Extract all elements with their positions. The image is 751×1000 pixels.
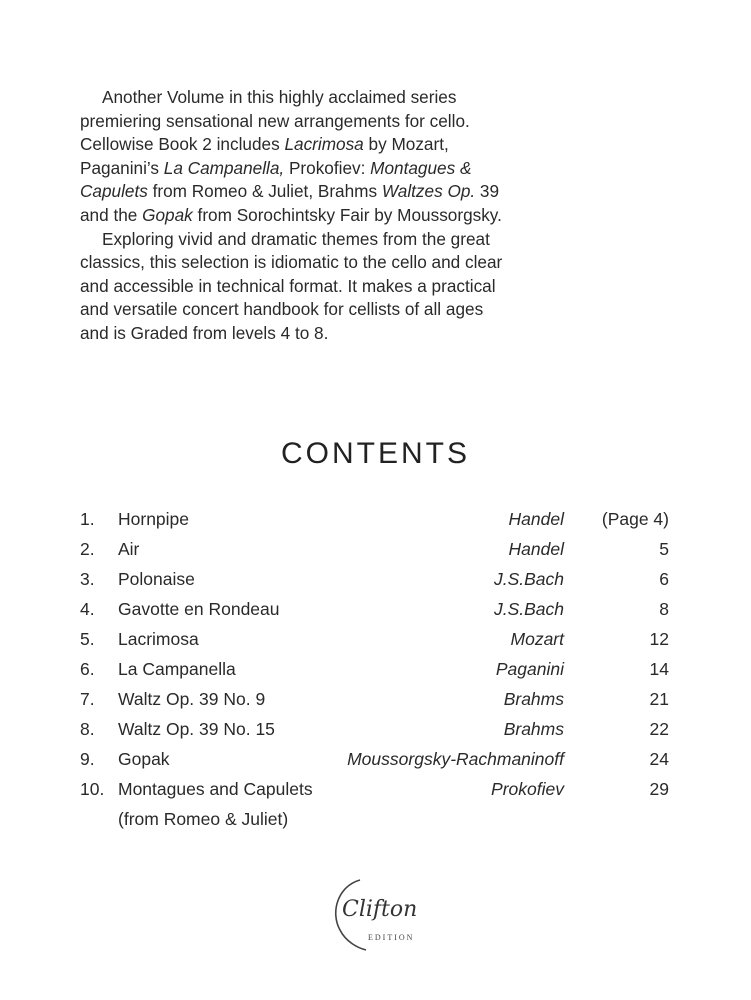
contents-row <box>0 539 751 569</box>
item-number: 5. <box>80 629 95 649</box>
composer: Brahms <box>503 719 564 739</box>
blurb-line <box>80 86 600 110</box>
piece-title: Montagues and Capulets <box>118 779 313 799</box>
blurb-line <box>80 251 600 275</box>
italic-title: Montagues & <box>370 157 472 178</box>
italic-title: Waltzes Op. <box>381 181 476 202</box>
svg-text:EDITION: EDITION <box>368 933 415 942</box>
piece-title: Air <box>118 539 140 559</box>
piece-title: Gavotte en Rondeau <box>118 599 280 619</box>
page-number: 22 <box>649 719 669 739</box>
italic-title: La Campanella, <box>163 157 285 178</box>
page-number: 6 <box>659 569 669 589</box>
text-segment: and versatile concert handbook for cellists of all ages <box>80 299 484 320</box>
text-segment: Prokofiev: <box>284 157 371 178</box>
text-segment: and accessible in technical format. It makes a practical <box>80 275 496 296</box>
text-segment: and is Graded from levels 4 to 8. <box>80 322 329 343</box>
page-number: 14 <box>649 659 669 679</box>
blurb-paragraph <box>80 86 600 346</box>
composer: J.S.Bach <box>493 569 564 589</box>
piece-title: Gopak <box>118 749 170 769</box>
italic-title: Lacrimosa <box>284 134 364 155</box>
blurb-line <box>80 275 600 299</box>
item-number: 2. <box>80 539 95 559</box>
piece-title: Waltz Op. 39 No. 15 <box>118 719 275 739</box>
text-segment: 39 <box>475 181 500 202</box>
text-segment: Paganini’s <box>80 157 164 178</box>
composer: Prokofiev <box>491 779 564 799</box>
blurb-line <box>80 322 600 346</box>
item-number: 8. <box>80 719 95 739</box>
page-number: (Page 4) <box>601 509 669 529</box>
contents-row <box>0 779 751 809</box>
text-segment: Cellowise Book 2 includes <box>80 134 285 155</box>
italic-title: Gopak <box>142 204 193 225</box>
text-segment: from Romeo & Juliet, Brahms <box>147 181 382 202</box>
contents-row <box>0 599 751 629</box>
blurb-line <box>80 228 600 252</box>
item-number: 3. <box>80 569 95 589</box>
composer: J.S.Bach <box>493 599 564 619</box>
contents-row <box>0 509 751 539</box>
text-segment: Another Volume in this highly acclaimed series <box>102 87 457 107</box>
contents-row <box>0 809 751 839</box>
piece-title: Waltz Op. 39 No. 9 <box>118 689 266 709</box>
composer: Handel <box>508 509 564 529</box>
contents-list <box>0 509 751 839</box>
item-number: 4. <box>80 599 95 619</box>
piece-title: La Campanella <box>118 659 236 679</box>
text-segment: by Mozart, <box>363 134 449 155</box>
text-segment: from Sorochintsky Fair by Moussorgsky. <box>192 204 502 225</box>
blurb-line <box>80 298 600 322</box>
item-number: 10. <box>80 779 105 799</box>
piece-title: Hornpipe <box>118 509 190 529</box>
contents-row <box>0 659 751 689</box>
blurb-line <box>80 133 600 157</box>
page-number: 21 <box>649 689 669 709</box>
contents-row <box>0 629 751 659</box>
contents-row <box>0 719 751 749</box>
svg-text:Clifton: Clifton <box>342 897 418 922</box>
piece-title: Polonaise <box>118 569 195 589</box>
composer: Paganini <box>495 659 564 679</box>
item-number: 9. <box>80 749 95 769</box>
contents-row <box>0 569 751 599</box>
clifton-edition-logo <box>330 872 430 957</box>
blurb-line <box>80 204 600 228</box>
composer: Brahms <box>503 689 564 709</box>
piece-title: Lacrimosa <box>118 629 199 649</box>
composer: Handel <box>508 539 564 559</box>
contents-row <box>0 749 751 779</box>
item-number: 6. <box>80 659 95 679</box>
blurb-line <box>80 180 600 204</box>
blurb-line <box>80 157 600 181</box>
text-segment: classics, this selection is idiomatic to the cello and clear <box>80 252 503 273</box>
page-number: 12 <box>649 629 669 649</box>
contents-heading: CONTENTS <box>281 437 470 470</box>
text-segment: and the <box>80 204 143 225</box>
contents-row <box>0 689 751 719</box>
page-number: 29 <box>649 779 669 799</box>
blurb-line <box>80 110 600 134</box>
composer: Moussorgsky-Rachmaninoff <box>347 749 564 769</box>
composer: Mozart <box>510 629 564 649</box>
page-number: 8 <box>659 599 669 619</box>
italic-title: Capulets <box>80 181 148 202</box>
page-number: 24 <box>649 749 669 769</box>
text-segment: premiering sensational new arrangements for cello. <box>80 110 470 131</box>
text-segment: Exploring vivid and dramatic themes from the great <box>102 228 490 249</box>
item-number: 1. <box>80 509 95 529</box>
page-number: 5 <box>659 539 669 559</box>
piece-title: (from Romeo & Juliet) <box>118 809 289 829</box>
item-number: 7. <box>80 689 95 709</box>
